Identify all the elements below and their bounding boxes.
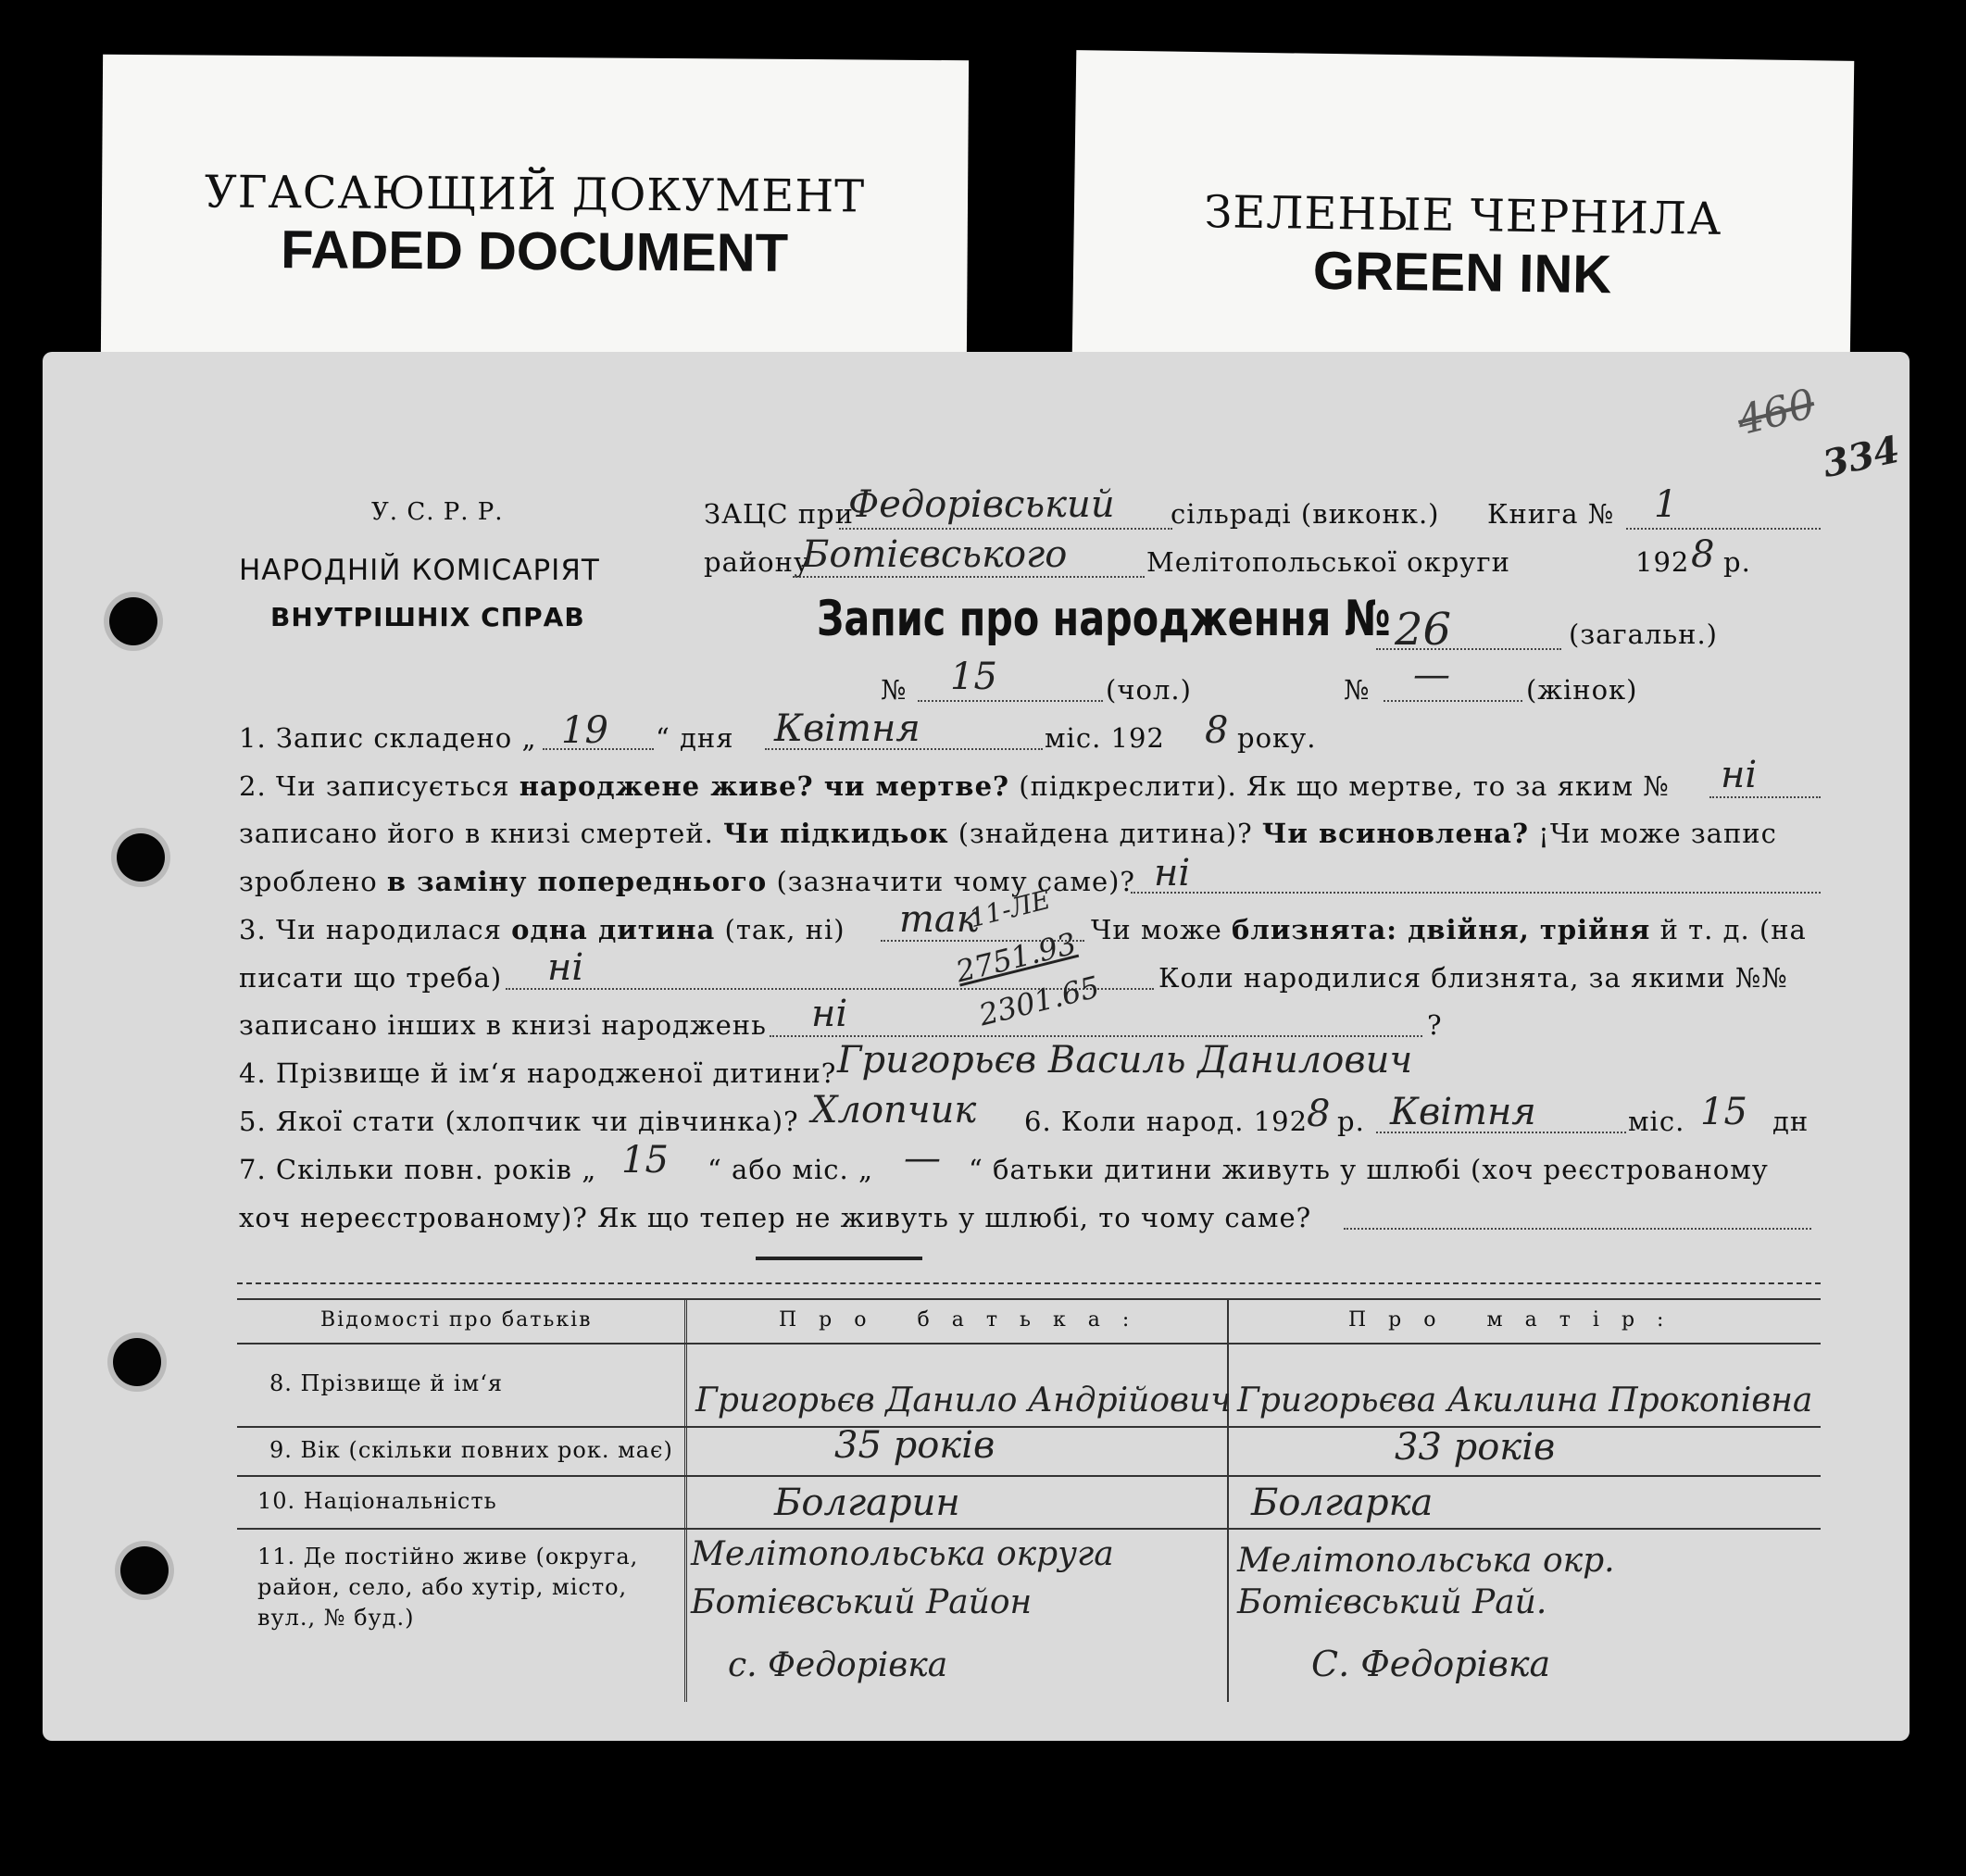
table-row-border (237, 1528, 1821, 1530)
mother-residence-line3: С. Федорівка (1311, 1644, 1551, 1684)
field2-text: зроблено (239, 866, 378, 897)
male-no-label: № (881, 674, 908, 706)
field2-text: ¡Чи може запис (1538, 818, 1777, 849)
male-label: (чол.) (1106, 674, 1192, 706)
margin-note: 2301.65 (975, 969, 1103, 1033)
field3-twins-value: ні (547, 946, 584, 989)
field1-year-value: 8 (1205, 709, 1229, 752)
year-value: 8 (1691, 533, 1715, 576)
field3-twins-numbers: Коли народилися близнята, за якими №№ (1158, 962, 1788, 994)
table-row-border (237, 1426, 1821, 1428)
field2-text: (знайдена дитина)? (958, 818, 1253, 849)
father-residence-line2: Ботієвський Район (691, 1583, 1033, 1621)
okruha-label: Мелітопольської округи (1146, 546, 1510, 578)
raion-label: району (704, 546, 811, 578)
birth-record-card (43, 352, 1910, 1741)
faded-label-en: FADED DOCUMENT (281, 219, 789, 283)
child-sex-value: Хлопчик (811, 1089, 977, 1132)
field2-alive-dead: народжене живе? чи мертве? (519, 770, 1010, 802)
male-line (918, 700, 1103, 702)
table-column-divider (1227, 1298, 1229, 1702)
punch-hole (120, 1546, 169, 1595)
field7-months-label: “ або міс. „ (708, 1154, 874, 1185)
margin-note: 11-ЛЕ (966, 883, 1054, 934)
field2-text: записано його в книзі смертей. (239, 818, 714, 849)
field2-foundling: Чи підкидьок (723, 818, 949, 849)
field1-month-label: міс. 192 (1045, 722, 1165, 754)
female-label: (жінок) (1526, 674, 1638, 706)
field1-day-value: 19 (561, 709, 608, 752)
female-line (1384, 700, 1522, 702)
field3-single-value: так (899, 898, 979, 941)
table-top-border (237, 1298, 1821, 1300)
record-title: Запис про народження № (817, 591, 1391, 647)
row-label-name: 8. Прізвище й ім‘я (269, 1370, 503, 1396)
table-row-border (237, 1475, 1821, 1477)
table-column-divider (684, 1298, 687, 1702)
female-count-value: — (1413, 654, 1450, 696)
raion-value: Ботієвського (802, 533, 1068, 576)
republic-abbrev: У. С. Р. Р. (371, 498, 504, 526)
book-line (1626, 528, 1821, 530)
green-ink-label (1072, 50, 1855, 367)
field7-line2: хоч нереєстрованому)? Як що тепер не живуть у шлюбі, то чому саме? (239, 1202, 1312, 1233)
table-header-father: Про батька: (779, 1308, 1152, 1332)
book-label: Книга № (1487, 498, 1615, 530)
field2-death-book-value: ні (1721, 754, 1758, 796)
field2-number-line (1709, 796, 1821, 798)
green-ink-label-ru: ЗЕЛЕНЫЕ ЧЕРНИЛА (1204, 186, 1722, 245)
field6-day-value: 15 (1700, 1091, 1747, 1133)
field6-year-value: 8 (1307, 1093, 1331, 1135)
field3-text: 3. Чи народилася (239, 914, 502, 945)
zats-label: ЗАЦС при (704, 498, 854, 530)
field3-text: й т. д. (на (1659, 914, 1807, 945)
field7-years-value: 15 (621, 1139, 669, 1182)
field2-text: (зазначити чому саме)? (776, 866, 1135, 897)
field6-month-value: Квітня (1390, 1091, 1536, 1133)
general-label: (загальн.) (1569, 619, 1718, 650)
year-suffix: р. (1723, 546, 1751, 578)
field5-label: 5. Якої стати (хлопчик чи дівчинка)? (239, 1106, 799, 1137)
book-value: 1 (1654, 483, 1678, 526)
village-line (839, 528, 1172, 530)
field3-line3: записано інших в книзі народжень (239, 1009, 767, 1041)
village-value: Федорівський (848, 483, 1115, 526)
field3-text: (так, ні) (724, 914, 845, 945)
archive-old-number: 460 (1733, 380, 1820, 445)
punch-hole (109, 597, 157, 645)
silradi-label: сільраді (виконк.) (1171, 498, 1440, 530)
mother-residence-line1: Мелітопольська окр. (1237, 1542, 1615, 1580)
field3-question-mark: ? (1427, 1009, 1443, 1041)
father-residence-line3: с. Федорівка (728, 1646, 948, 1684)
row-label-age: 9. Вік (скільки повних рок. має) (269, 1437, 673, 1463)
field6-year-label: р. (1337, 1106, 1365, 1137)
margin-note: 2751.93 (952, 925, 1080, 990)
faded-document-label (101, 55, 969, 359)
field2-line1 (239, 770, 1670, 802)
female-no-label: № (1344, 674, 1371, 706)
mother-residence-line2: Ботієвський Рай. (1237, 1583, 1547, 1621)
father-age-value: 35 років (834, 1424, 996, 1467)
field2-adopted: Чи всиновлена? (1261, 818, 1529, 849)
field3-other-value: ні (811, 993, 848, 1035)
faded-label-ru: УГАСАЮЩИЙ ДОКУМЕНТ (204, 166, 866, 223)
department-name: ВНУТРІШНІХ СПРАВ (270, 602, 585, 632)
field2-replacement: в заміну попереднього (386, 866, 768, 897)
father-residence-line1: Мелітопольська округа (691, 1535, 1114, 1573)
field1-label: 1. Запис складено „ (239, 722, 537, 754)
field1-month-value: Квітня (774, 707, 920, 750)
field3-twins (1091, 914, 1807, 945)
field1-day-line (543, 748, 654, 750)
field6-label: 6. Коли народ. 192 (1024, 1106, 1309, 1137)
field7-marriage-label: “ батьки дитини живуть у шлюбі (хоч реєстрованому (969, 1154, 1769, 1185)
field7-stroke (756, 1257, 922, 1260)
field3-text: Чи може (1091, 914, 1222, 945)
table-header-mother: Про матір: (1348, 1308, 1686, 1332)
field6-day-label: дн (1772, 1106, 1809, 1137)
father-name-value: Григорьєв Данило Андрійович (695, 1382, 1232, 1420)
green-ink-label-en: GREEN INK (1312, 240, 1612, 306)
field2-reason-line (1131, 892, 1821, 894)
archive-number: 334 (1819, 427, 1904, 487)
field1-year-label: року. (1237, 722, 1317, 754)
field3-single-child: одна дитина (511, 914, 716, 945)
mother-age-value: 33 років (1395, 1426, 1556, 1469)
table-header-border (237, 1343, 1821, 1344)
child-name-value: Григорьєв Василь Данилович (837, 1039, 1413, 1082)
punch-hole (117, 833, 165, 882)
field7-months-value: — (904, 1137, 941, 1180)
field2-text: (підкреслити). Як що мертве, то за яким № (1019, 770, 1670, 802)
field2-line3 (239, 866, 1135, 897)
raion-line (793, 576, 1145, 578)
field6-month-label: міс. (1628, 1106, 1685, 1137)
male-count-value: 15 (950, 656, 997, 698)
mother-name-value: Григорьєва Акилина Прокопівна (1237, 1382, 1813, 1420)
field2-reason-value: ні (1154, 852, 1191, 894)
field1-day-label: “ дня (656, 722, 734, 754)
field3-line2: писати що треба) (239, 962, 503, 994)
row-label-nationality: 10. Національність (257, 1488, 497, 1514)
mother-nationality-value: Болгарка (1251, 1482, 1434, 1524)
field2-text: 2. Чи записується (239, 770, 510, 802)
punch-hole (113, 1338, 161, 1386)
record-number-value: 26 (1395, 604, 1452, 656)
field2-line2 (239, 818, 1777, 849)
field4-label: 4. Прізвище й ім‘я народженої дитини? (239, 1057, 837, 1089)
commissariat-name: НАРОДНІЙ КОМІСАРІЯТ (239, 554, 600, 587)
year-prefix: 192 (1635, 546, 1690, 578)
father-nationality-value: Болгарин (774, 1482, 960, 1524)
table-top-rule (237, 1282, 1821, 1284)
field7-label: 7. Скільки повн. років „ (239, 1154, 597, 1185)
field3-other-line (770, 1035, 1422, 1037)
table-header-parents: Відомості про батьків (320, 1308, 593, 1332)
field7-reason-line (1344, 1228, 1811, 1230)
field3-line1 (239, 914, 845, 945)
field3-twins-label: близнята: двійня, трійня (1232, 914, 1651, 945)
row-label-residence: 11. Де постійно живе (округа, район, село, або хутір, місто, вул., № буд.) (257, 1544, 639, 1631)
